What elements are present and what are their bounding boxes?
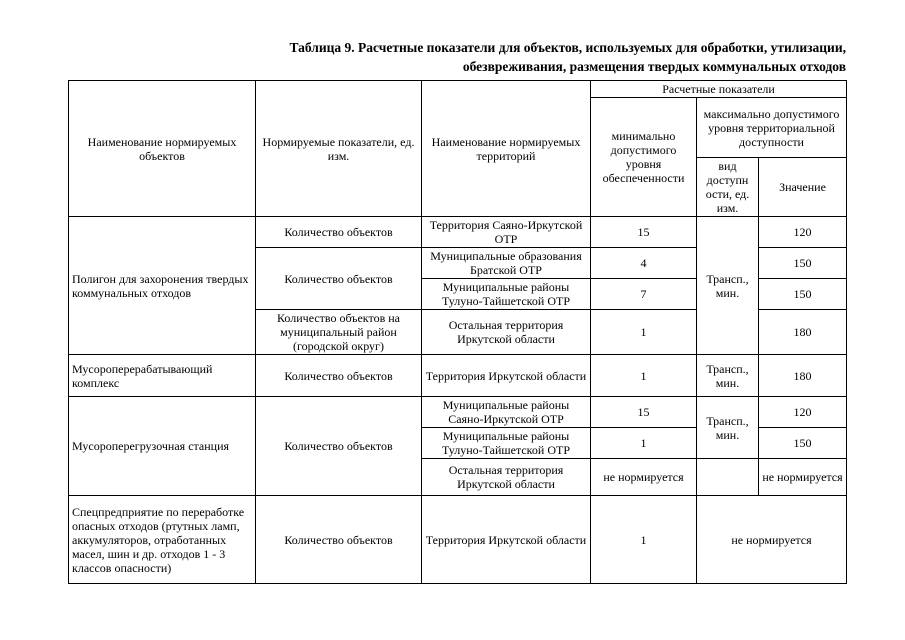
indicators-table	[68, 80, 847, 584]
table-row	[69, 397, 847, 428]
header-value: Значение	[759, 158, 847, 217]
transfer-access: Трансп., мин.	[697, 397, 759, 459]
header-object-name: Наименование нормируемых объектов	[69, 81, 256, 217]
landfill-territory-2: Муниципальные образования Братской ОТР	[422, 248, 591, 279]
landfill-territory-3: Муниципальные районы Тулуно-Тайшетской ОТР	[422, 279, 591, 310]
header-access-type: вид доступн ости, ед. изм.	[697, 158, 759, 217]
table-row	[69, 496, 847, 584]
landfill-value-2: 150	[759, 248, 847, 279]
landfill-min-3: 7	[591, 279, 697, 310]
special-territory: Территория Иркутской области	[422, 496, 591, 584]
header-calc: Расчетные показатели	[591, 81, 847, 98]
header-row-1	[69, 81, 847, 98]
special-min: 1	[591, 496, 697, 584]
transfer-value-1: 120	[759, 397, 847, 428]
processing-name: Мусороперерабатывающий комплекс	[69, 355, 256, 397]
landfill-value-4: 180	[759, 310, 847, 355]
caption-line-2: обезвреживания, размещения твердых коммунальных отходов	[462, 59, 846, 74]
landfill-indicator-2: Количество объектов	[256, 248, 422, 310]
processing-territory: Территория Иркутской области	[422, 355, 591, 397]
transfer-indicator: Количество объектов	[256, 397, 422, 496]
special-access: не нормируется	[697, 496, 847, 584]
processing-indicator: Количество объектов	[256, 355, 422, 397]
transfer-access-empty	[697, 459, 759, 496]
table-row	[69, 217, 847, 248]
transfer-territory-2: Муниципальные районы Тулуно-Тайшетской ОТР	[422, 428, 591, 459]
header-min-level: минимально допустимого уровня обеспеченности	[591, 98, 697, 217]
landfill-territory-1: Территория Саяно-Иркутской ОТР	[422, 217, 591, 248]
landfill-min-4: 1	[591, 310, 697, 355]
table-row	[69, 355, 847, 397]
landfill-value-1: 120	[759, 217, 847, 248]
header-max-access: максимально допустимого уровня территориальной доступности	[697, 98, 847, 158]
landfill-indicator-1: Количество объектов	[256, 217, 422, 248]
transfer-min-1: 15	[591, 397, 697, 428]
landfill-min-2: 4	[591, 248, 697, 279]
landfill-indicator-3: Количество объектов на муниципальный район (городской округ)	[256, 310, 422, 355]
landfill-min-1: 15	[591, 217, 697, 248]
transfer-value-2: 150	[759, 428, 847, 459]
transfer-territory-3: Остальная территория Иркутской области	[422, 459, 591, 496]
processing-min: 1	[591, 355, 697, 397]
caption-line-1: Таблица 9. Расчетные показатели для объектов, используемых для обработки, утилизации,	[289, 40, 846, 55]
transfer-min-3: не нормируется	[591, 459, 697, 496]
landfill-name: Полигон для захоронения твердых коммунальных отходов	[69, 217, 256, 355]
special-indicator: Количество объектов	[256, 496, 422, 584]
processing-value: 180	[759, 355, 847, 397]
processing-access: Трансп., мин.	[697, 355, 759, 397]
header-territory: Наименование нормируемых территорий	[422, 81, 591, 217]
transfer-name: Мусороперегрузочная станция	[69, 397, 256, 496]
transfer-min-2: 1	[591, 428, 697, 459]
landfill-access: Трансп., мин.	[697, 217, 759, 355]
transfer-value-3: не нормируется	[759, 459, 847, 496]
special-name: Спецпредприятие по переработке опасных отходов (ртутных ламп, аккумуляторов, отработанных масел, шин и др. отходов 1 - 3 классов опасности)	[69, 496, 256, 584]
table-caption	[146, 38, 846, 76]
landfill-territory-4: Остальная территория Иркутской области	[422, 310, 591, 355]
transfer-territory-1: Муниципальные районы Саяно-Иркутской ОТР	[422, 397, 591, 428]
landfill-value-3: 150	[759, 279, 847, 310]
header-indicators: Нормируемые показатели, ед. изм.	[256, 81, 422, 217]
